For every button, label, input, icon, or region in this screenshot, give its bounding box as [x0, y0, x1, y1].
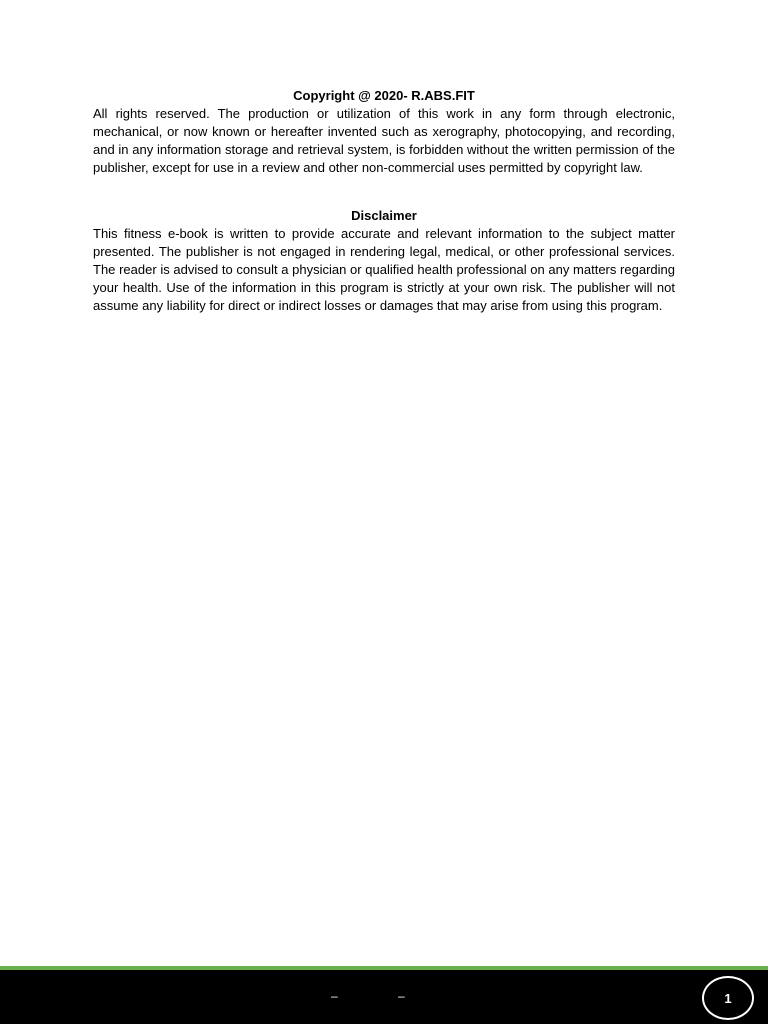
disclaimer-heading: Disclaimer	[351, 208, 417, 223]
footer-dash-left: –	[331, 989, 338, 1003]
page-number: 1	[724, 990, 732, 1006]
copyright-body: All rights reserved. The production or utilization of this work in any form through electronic, mechanical, or now known or hereafter invented such as xerography, photocopying, and recording, and in any information storage and retrieval system, is forbidden without the written permission of the publisher, except for use in a review and other non-commercial uses permitted by copyright law.	[93, 106, 675, 175]
disclaimer-body: This fitness e-book is written to provide accurate and relevant information to the subject matter presented. The publisher is not engaged in rendering legal, medical, or other professional services. The reader is advised to consult a physician or qualified health professional on any matters regarding your health. Use of the information in this program is strictly at your own risk. The publisher will not assume any liability for direct or indirect losses or damages that may arise from using this program.	[93, 226, 675, 313]
page-content	[93, 87, 675, 315]
section-spacer	[93, 177, 675, 207]
copyright-heading: Copyright @ 2020- R.ABS.FIT	[293, 88, 475, 103]
page-number-badge	[702, 976, 754, 1020]
footer-bar	[0, 970, 768, 1024]
footer-dash-right: –	[398, 989, 405, 1003]
